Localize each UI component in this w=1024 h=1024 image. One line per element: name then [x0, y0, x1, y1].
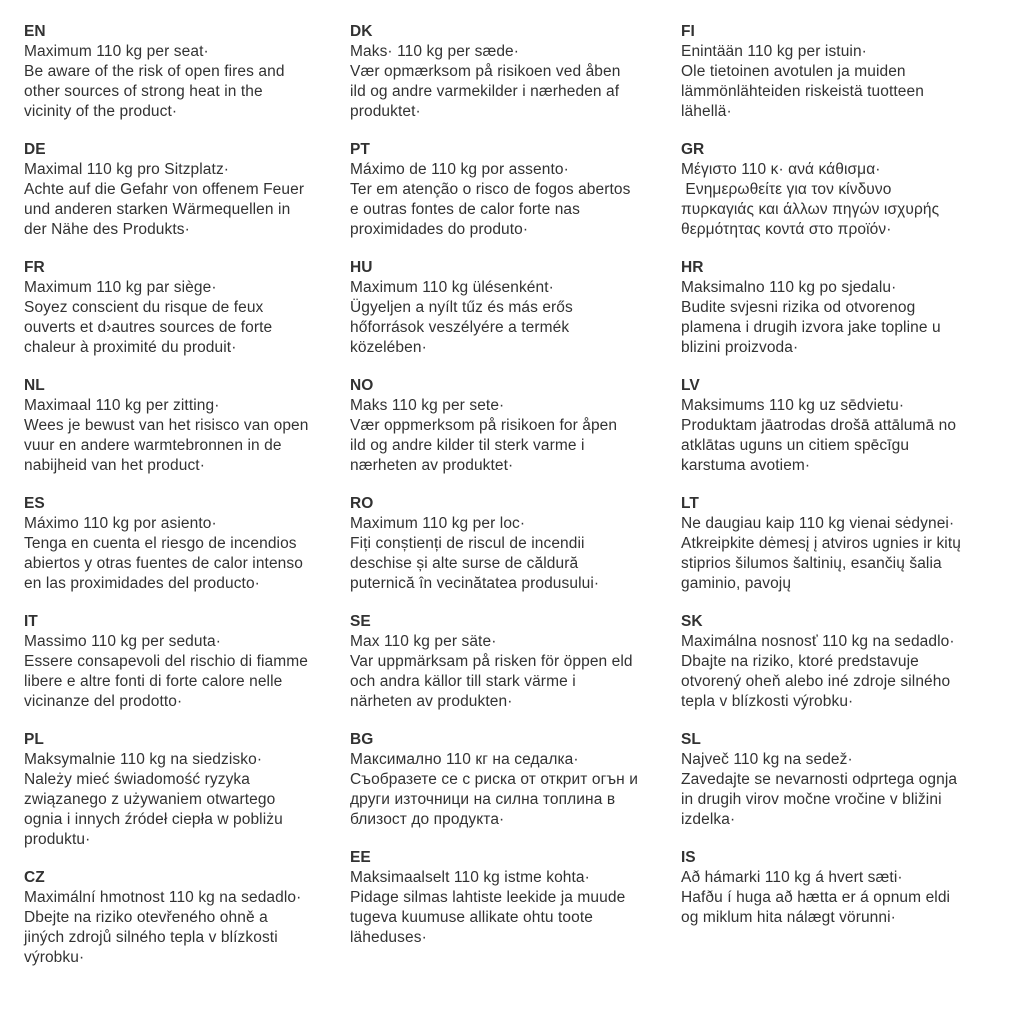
instruction-line: tepla v blízkosti výrobku·	[681, 693, 854, 710]
instruction-line: vicinanze del prodotto·	[24, 693, 183, 710]
language-section-sk	[681, 612, 1021, 712]
language-code: ES	[24, 495, 45, 512]
instruction-line: Dbejte na riziko otevřeného ohně a	[24, 909, 268, 926]
instruction-line: proximidades do produto·	[350, 221, 529, 238]
instruction-line: libere e altre fonti di forte calore nelle	[24, 673, 283, 690]
instruction-line: Μέγιστο 110 κ· ανά κάθισμα·	[681, 161, 881, 178]
language-code: NO	[350, 377, 374, 394]
language-code: SK	[681, 613, 703, 630]
column-3	[681, 22, 1021, 946]
instruction-line: Maximálna nosnosť 110 kg na sedadlo·	[681, 633, 955, 650]
instruction-line: Enintään 110 kg per istuin·	[681, 43, 867, 60]
instruction-line: Максимално 110 кг на седалка·	[350, 751, 579, 768]
language-code: CZ	[24, 869, 45, 886]
instruction-line: Be aware of the risk of open fires and	[24, 63, 285, 80]
instruction-line: θερμότητας κοντά στο προϊόν·	[681, 221, 892, 238]
language-section-fi	[681, 22, 1021, 122]
instruction-line: izdelka·	[681, 811, 736, 828]
instruction-line: läheduses·	[350, 929, 427, 946]
instruction-line: in drugih virov močne vročine v bližini	[681, 791, 942, 808]
instruction-line: Dbajte na riziko, ktoré predstavuje	[681, 653, 919, 670]
instruction-line: ouverts et d›autres sources de forte	[24, 319, 273, 336]
instruction-line: πυρκαγιάς και άλλων πηγών ισχυρής	[681, 201, 940, 218]
language-code: FR	[24, 259, 45, 276]
instruction-line: Največ 110 kg na sedež·	[681, 751, 853, 768]
instruction-line: ild og andre kilder til sterk varme i	[350, 437, 585, 454]
language-section-es	[24, 494, 346, 594]
instruction-line: близост до продукта·	[350, 811, 505, 828]
instruction-line: och andra källor till stark värme i	[350, 673, 576, 690]
instruction-line: Maksimaalselt 110 kg istme kohta·	[350, 869, 590, 886]
instruction-line: Maks· 110 kg per sæde·	[350, 43, 520, 60]
language-section-bg	[350, 730, 678, 830]
language-code: FI	[681, 23, 695, 40]
language-section-fr	[24, 258, 346, 358]
instruction-line: Massimo 110 kg per seduta·	[24, 633, 222, 650]
language-section-sl	[681, 730, 1021, 830]
language-code: EN	[24, 23, 46, 40]
language-section-dk	[350, 22, 678, 122]
language-code: HR	[681, 259, 704, 276]
instruction-line: Vær opmærksom på risikoen ved åben	[350, 63, 621, 80]
instruction-line: Maximum 110 kg per seat·	[24, 43, 209, 60]
language-section-se	[350, 612, 678, 712]
instruction-line: Budite svjesni rizika od otvorenog	[681, 299, 916, 316]
language-section-en	[24, 22, 346, 122]
instruction-line: Atkreipkite dėmesį į atviros ugnies ir kitų	[681, 535, 961, 552]
instruction-line: abiertos y otras fuentes de calor intenso	[24, 555, 303, 572]
instruction-line: chaleur à proximité du produit·	[24, 339, 237, 356]
instruction-line: Að hámarki 110 kg á hvert sæti·	[681, 869, 903, 886]
instruction-line: Maximal 110 kg pro Sitzplatz·	[24, 161, 230, 178]
language-section-ee	[350, 848, 678, 948]
language-section-hu	[350, 258, 678, 358]
language-code: SL	[681, 731, 701, 748]
instruction-line: výrobku·	[24, 949, 85, 966]
instruction-line: produktet·	[350, 103, 421, 120]
language-code: IS	[681, 849, 696, 866]
instruction-line: ognia i innych źródeł ciepła w pobliżu	[24, 811, 283, 828]
instruction-line: Maksimums 110 kg uz sēdvietu·	[681, 397, 905, 414]
instruction-line: der Nähe des Produkts·	[24, 221, 190, 238]
instruction-line: Máximo de 110 kg por assento·	[350, 161, 569, 178]
instruction-line: Wees je bewust van het risisco van open	[24, 417, 309, 434]
instruction-line: atklātas uguns un citiem spēcīgu	[681, 437, 910, 454]
instruction-line: jiných zdrojů silného tepla v blízkosti	[24, 929, 278, 946]
instruction-line: Máximo 110 kg por asiento·	[24, 515, 217, 532]
instruction-line: vuur en andere warmtebronnen in de	[24, 437, 282, 454]
instruction-line: blizini proizvoda·	[681, 339, 799, 356]
instruction-line: lähellä·	[681, 103, 732, 120]
instruction-line: związanego z używaniem otwartego	[24, 791, 276, 808]
language-section-is	[681, 848, 1021, 928]
instruction-line: Ter em atenção o risco de fogos abertos	[350, 181, 631, 198]
instruction-line: közelében·	[350, 339, 427, 356]
language-section-it	[24, 612, 346, 712]
language-code: IT	[24, 613, 38, 630]
instruction-line: Var uppmärksam på risken för öppen eld	[350, 653, 633, 670]
instruction-line: Maksimalno 110 kg po sjedalu·	[681, 279, 897, 296]
instruction-line: en las proximidades del producto·	[24, 575, 260, 592]
instruction-line: hőforrások veszélyére a termék	[350, 319, 570, 336]
column-2	[350, 22, 678, 966]
instruction-line: nabijheid van het product·	[24, 457, 205, 474]
language-section-no	[350, 376, 678, 476]
language-code: LT	[681, 495, 699, 512]
instruction-line: Fiți conștienți de riscul de incendii	[350, 535, 585, 552]
instruction-line: Essere consapevoli del rischio di fiamme	[24, 653, 308, 670]
language-section-cz	[24, 868, 346, 968]
instruction-line: tugeva kuumuse allikate ohtu toote	[350, 909, 593, 926]
instruction-line: ild og andre varmekilder i nærheden af	[350, 83, 620, 100]
column-1	[24, 22, 346, 986]
instruction-line: deschise și alte surse de căldură	[350, 555, 579, 572]
instruction-line: Vær oppmerksom på risikoen for åpen	[350, 417, 618, 434]
instruction-line: gaminio, pavojų	[681, 575, 792, 592]
instruction-line: Achte auf die Gefahr von offenem Feuer	[24, 181, 305, 198]
instruction-line: Съобразете се с риска от открит огън и	[350, 771, 638, 788]
instruction-line: Należy mieć świadomość ryzyka	[24, 771, 250, 788]
language-code: DK	[350, 23, 373, 40]
language-code: PT	[350, 141, 370, 158]
instruction-line: Pidage silmas lahtiste leekide ja muude	[350, 889, 626, 906]
instruction-line: Maximum 110 kg per loc·	[350, 515, 526, 532]
instruction-line: og miklum hita nálægt vörunni·	[681, 909, 896, 926]
instruction-line: vicinity of the product·	[24, 103, 178, 120]
instruction-line: Hafðu í huga að hætta er á opnum eldi	[681, 889, 951, 906]
instruction-line: Maximum 110 kg par siège·	[24, 279, 217, 296]
instruction-line: und anderen starken Wärmequellen in	[24, 201, 291, 218]
language-code: HU	[350, 259, 373, 276]
instruction-line: otvorený oheň alebo iné zdroje silného	[681, 673, 951, 690]
language-code: BG	[350, 731, 374, 748]
instruction-line: puternică în vecinătatea produsului·	[350, 575, 600, 592]
language-code: DE	[24, 141, 46, 158]
instruction-line: produktu·	[24, 831, 91, 848]
instruction-line: други източници на силна топлина в	[350, 791, 616, 808]
instruction-line: Maksymalnie 110 kg na siedzisko·	[24, 751, 263, 768]
instruction-line: Ole tietoinen avotulen ja muiden	[681, 63, 906, 80]
instruction-line: Produktam jāatrodas drošā attālumā no	[681, 417, 957, 434]
language-code: EE	[350, 849, 371, 866]
instruction-line: närheten av produkten·	[350, 693, 513, 710]
language-section-pt	[350, 140, 678, 240]
instruction-line: Zavedajte se nevarnosti odprtega ognja	[681, 771, 958, 788]
language-code: PL	[24, 731, 44, 748]
language-section-gr	[681, 140, 1021, 240]
instruction-line: plamena i drugih izvora jake topline u	[681, 319, 941, 336]
language-code: RO	[350, 495, 374, 512]
instruction-line: Maximální hmotnost 110 kg na sedadlo·	[24, 889, 302, 906]
language-section-de	[24, 140, 346, 240]
language-code: GR	[681, 141, 705, 158]
language-section-ro	[350, 494, 678, 594]
instruction-line: Maximaal 110 kg per zitting·	[24, 397, 220, 414]
instruction-line: Ügyeljen a nyílt tűz és más erős	[350, 299, 573, 316]
language-section-lt	[681, 494, 1021, 594]
language-code: SE	[350, 613, 371, 630]
language-section-nl	[24, 376, 346, 476]
instruction-line: karstuma avotiem·	[681, 457, 811, 474]
instruction-line: Max 110 kg per säte·	[350, 633, 497, 650]
language-code: NL	[24, 377, 45, 394]
instruction-line: Tenga en cuenta el riesgo de incendios	[24, 535, 297, 552]
instruction-line: other sources of strong heat in the	[24, 83, 263, 100]
language-section-lv	[681, 376, 1021, 476]
instruction-line: Maks 110 kg per sete·	[350, 397, 505, 414]
instruction-line: lämmönlähteiden riskeistä tuotteen	[681, 83, 924, 100]
instruction-line: Soyez conscient du risque de feux	[24, 299, 264, 316]
instruction-line: stiprios šilumos šaltinių, esančių šalia	[681, 555, 942, 572]
language-section-hr	[681, 258, 1021, 358]
instruction-line: Ενημερωθείτε για τον κίνδυνο	[681, 181, 892, 198]
instruction-line: nærheten av produktet·	[350, 457, 514, 474]
instruction-line: e outras fontes de calor forte nas	[350, 201, 581, 218]
language-section-pl	[24, 730, 346, 850]
language-code: LV	[681, 377, 700, 394]
instruction-line: Maximum 110 kg ülésenként·	[350, 279, 554, 296]
instruction-line: Ne daugiau kaip 110 kg vienai sėdynei·	[681, 515, 955, 532]
